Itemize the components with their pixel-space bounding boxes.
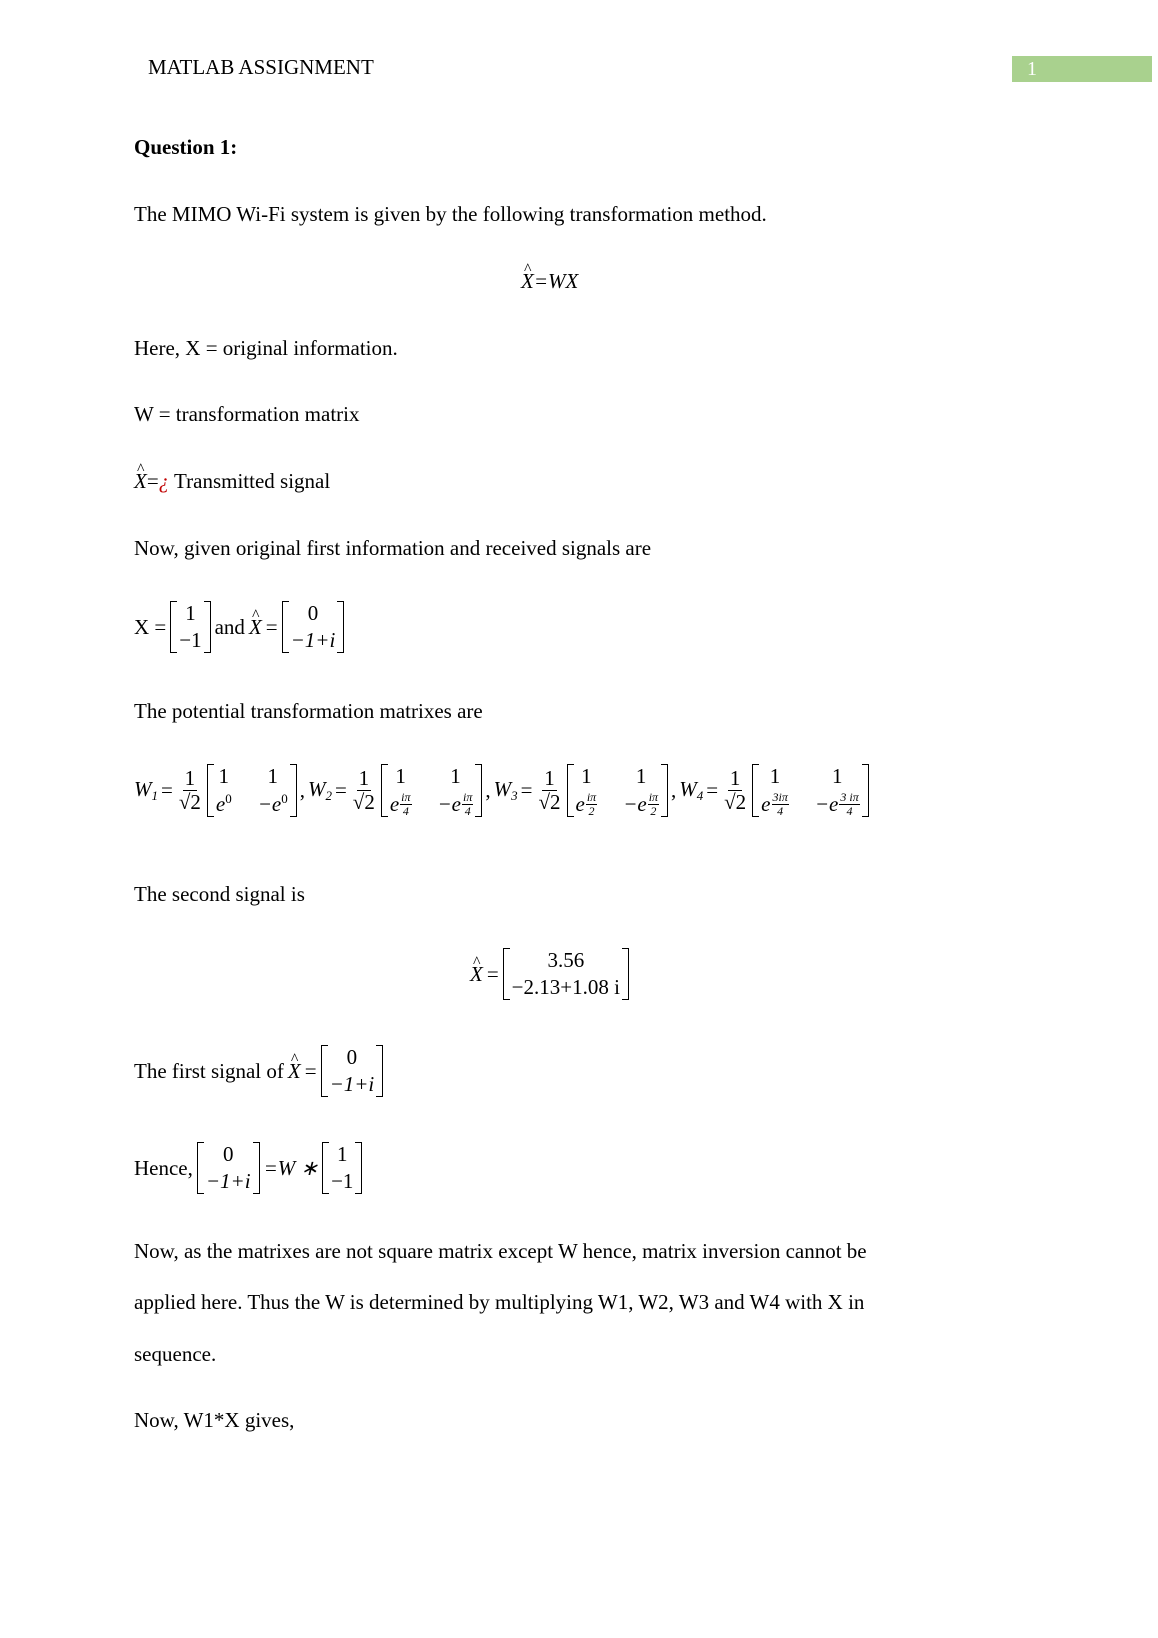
paragraph-line: sequence. [134,1342,217,1366]
given-vectors [134,601,344,653]
second-vector: 3.56 −2.13+1.08 i [503,948,629,1000]
scale-fraction: $\frac{1}{√2}$ [352,766,375,815]
intro-text: The MIMO Wi-Fi system is given by the following transformation method. [134,202,767,226]
xhat-symbol: ^ X [249,617,262,638]
w4-matrix: 1 1 e $\frac{3i\pi}{4}$ −e $\frac{3 i\pi}{4}$ [752,764,869,817]
page-number: 1 [1012,56,1152,82]
second-intro: The second signal is [134,882,305,906]
xhat-symbol: ^ X [134,471,147,492]
scale-fraction: $\frac{1}{√2}$ [538,766,561,815]
question-heading: Question 1: [134,135,238,159]
w2-matrix: 1 1 e $\frac{i\pi}{4}$ −e $\frac{i\pi}{4}$ [381,764,483,817]
first-vector: 0 −1+i [321,1045,384,1097]
w4-label: $W_4$ [679,777,704,804]
scale-fraction: $\frac{1}{√2}$ [178,766,201,815]
xhat-definition [134,471,330,492]
x-definition: Here, X = original information. [134,336,398,360]
w-matrices: $W_1$ = $\frac{1}{√2}$ 1 1 $e^0$ $-e^0$ , $W_2$ = $\frac{1}{√2}$ 1 1 e $\frac{i\pi}{4}$ −e $\frac{i\pi}{4}$ , $W_3$ = $\frac{1}{√2}$ 1 1 e $\frac{i\pi}{2}$ −e $\frac{i\pi}{2}$ , $W_4$ = $\frac{1}{√2}$ 1 1 e $\frac{3i\pi}{4}$ −e $\frac{3 i\pi}{4}$ [134,764,869,817]
x-label: X = [134,614,167,639]
broken-glyph: ¿ [158,469,170,493]
equals: = [146,469,159,493]
cell: −1+i [290,628,336,653]
w1-label: $W_1$ [134,777,158,804]
equation-rhs: =WX [533,269,579,293]
cell: 0 [307,601,319,625]
x-vector [170,601,210,653]
w-definition: W = transformation matrix [134,402,360,426]
w2-label: $W_2$ [307,777,332,804]
hence-mid: =W ∗ [263,1155,319,1180]
xhat-def-text: Transmitted signal [174,469,331,493]
second-signal: ^ X = 3.56 −2.13+1.08 i [470,948,629,1000]
first-signal: The first signal of ^ X = 0 −1+i [134,1045,383,1097]
potential-intro: The potential transformation matrixes are [134,699,483,723]
header-title: MATLAB ASSIGNMENT [148,55,374,79]
paragraph-line: applied here. Thus the W is determined by multiplying W1, W2, W3 and W4 with X in [134,1290,865,1314]
hence-lhs-vector: 0 −1+i [197,1142,260,1194]
xhat-symbol: ^ X [288,1061,301,1082]
cell: −1 [179,628,202,653]
scale-fraction: $\frac{1}{√2}$ [724,766,747,815]
w3-matrix: 1 1 e $\frac{i\pi}{2}$ −e $\frac{i\pi}{2}$ [567,764,669,817]
hence-rhs-vector: 1 −1 [322,1142,362,1194]
last-line: Now, W1*X gives, [134,1408,295,1432]
hence-equation: Hence, 0 −1+i =W ∗ 1 −1 [134,1142,362,1194]
xhat-symbol: ^ X [521,271,534,292]
cell: 1 [185,601,196,625]
main-equation [521,271,578,292]
paragraph-line: Now, as the matrixes are not square matrix except W hence, matrix inversion cannot be [134,1239,867,1263]
xhat-vector [282,601,345,653]
w3-label: $W_3$ [493,777,518,804]
given-intro: Now, given original first information and received signals are [134,536,652,560]
and-text: and [214,614,245,639]
equals: = [265,614,278,639]
equals: = [161,778,173,803]
xhat-symbol: ^ X [470,964,483,985]
w1-matrix: 1 1 $e^0$ $-e^0$ [207,764,297,817]
